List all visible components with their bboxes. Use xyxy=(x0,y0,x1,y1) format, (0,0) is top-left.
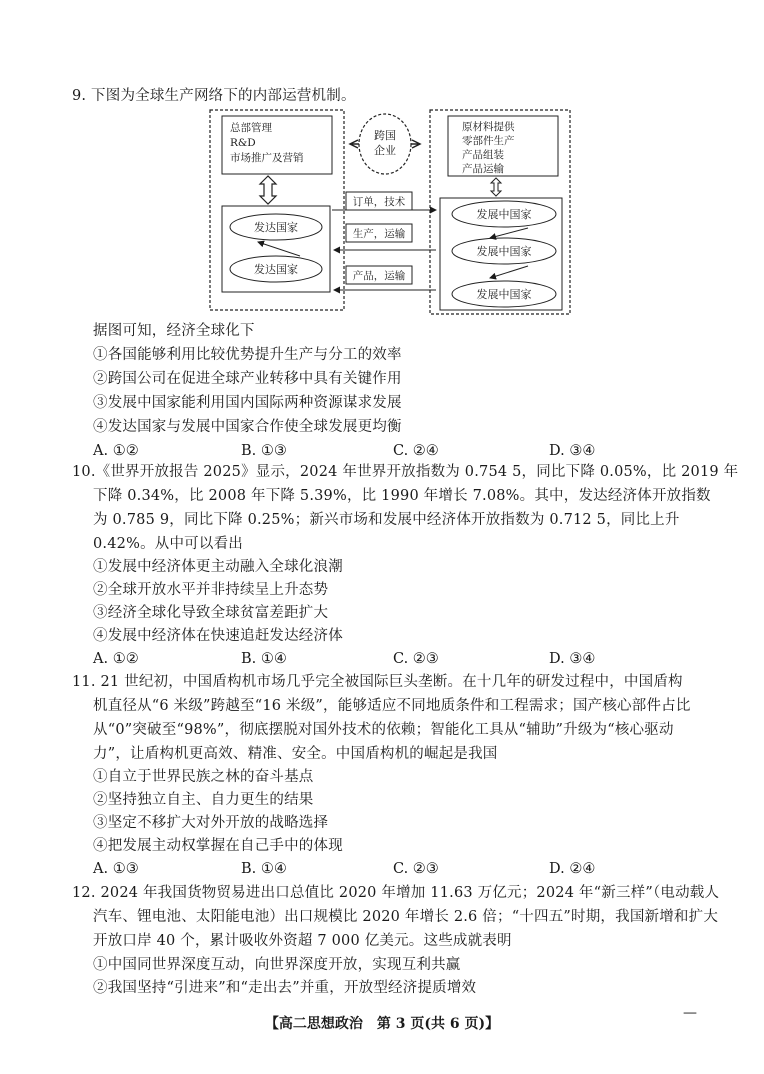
q10-choice-c[interactable]: C. ②③ xyxy=(393,651,439,667)
flow-label-1: 订单，技术 xyxy=(352,196,406,208)
q11-choices xyxy=(93,859,613,879)
q10-choice-d[interactable]: D. ③④ xyxy=(549,651,596,667)
hq-line-3: 市场推广及营销 xyxy=(230,152,304,164)
q11-choice-b[interactable]: B. ①④ xyxy=(241,861,287,877)
developing-label-3: 发展中国家 xyxy=(476,288,532,301)
supply-line-1: 原材料提供 xyxy=(462,121,515,133)
q12-line-1: 12. 2024 年我国货物贸易进出口总值比 2020 年增加 11.63 万亿元；2024 年“新三样”（电动载人 xyxy=(72,885,720,901)
q10-line-1: 10.《世界开放报告 2025》显示，2024 年世界开放指数为 0.754 5，同比下降 0.05%，比 2019 年 xyxy=(72,464,739,480)
q11-choice-a[interactable]: A. ①③ xyxy=(93,861,139,877)
q10-option-2: ②全球开放水平并非持续呈上升态势 xyxy=(93,582,329,598)
q9-option-2: ②跨国公司在促进全球产业转移中具有关键作用 xyxy=(93,371,402,387)
developed-box xyxy=(222,206,330,292)
q9-choice-a[interactable]: A. ①② xyxy=(93,443,139,459)
developing-label-1: 发展中国家 xyxy=(476,208,532,221)
supply-line-3: 产品组装 xyxy=(462,149,504,161)
q9-stem: 9. 下图为全球生产网络下的内部运营机制。 xyxy=(72,88,356,104)
q9-choice-d[interactable]: D. ③④ xyxy=(549,443,596,459)
q10-option-4: ④发展中经济体在快速追赶发达经济体 xyxy=(93,628,343,644)
supply-developing-link xyxy=(491,178,501,196)
q9-option-4: ④发达国家与发展中国家合作使全球发展更均衡 xyxy=(93,419,402,435)
q9-diagram xyxy=(200,106,580,318)
q12-option-2: ②我国坚持“引进来”和“走出去”并重，开放型经济提质增效 xyxy=(93,980,477,996)
page-footer: 【高二思想政治 第 3 页(共 6 页)】 xyxy=(264,1016,500,1032)
q10-line-3: 为 0.785 9，同比下降 0.25%；新兴市场和发展中经济体开放指数为 0.712 5，同比上升 xyxy=(93,512,680,528)
q11-option-4: ④把发展主动权掌握在自己手中的体现 xyxy=(93,838,343,854)
hq-developed-link xyxy=(260,176,276,204)
q10-choice-a[interactable]: A. ①② xyxy=(93,651,139,667)
flow-label-3: 产品，运输 xyxy=(352,270,406,282)
developed-label-1: 发达国家 xyxy=(254,221,298,234)
flow-label-2: 生产，运输 xyxy=(352,228,406,240)
q11-choice-d[interactable]: D. ②④ xyxy=(549,861,596,877)
q12-line-2: 汽车、锂电池、太阳能电池）出口规模比 2020 年增长 2.6 倍；“十四五”时期，我国新增和扩大 xyxy=(93,909,719,925)
q11-option-2: ②坚持独立自主、自力更生的结果 xyxy=(93,792,314,808)
mnc-line-1: 跨国 xyxy=(374,129,396,142)
hq-line-2: R&D xyxy=(230,137,256,149)
supply-line-2: 零部件生产 xyxy=(462,135,515,147)
mnc-right-arrow xyxy=(411,140,420,148)
q9-option-1: ①各国能够利用比较优势提升生产与分工的效率 xyxy=(93,347,402,363)
q12-line-3: 开放口岸 40 个，累计吸收外资超 7 000 亿美元。这些成就表明 xyxy=(93,933,512,949)
mnc-left-arrow xyxy=(350,140,359,148)
developed-label-2: 发达国家 xyxy=(254,263,298,276)
developing-flow-arrow-1 xyxy=(490,228,528,238)
supply-line-4: 产品运输 xyxy=(462,163,504,175)
q11-option-1: ①自立于世界民族之林的奋斗基点 xyxy=(93,769,314,785)
q10-choices xyxy=(93,649,613,669)
q11-choice-c[interactable]: C. ②③ xyxy=(393,861,439,877)
developing-flow-arrow-2 xyxy=(490,266,528,278)
q9-option-3: ③发展中国家能利用国内国际两种资源谋求发展 xyxy=(93,395,402,411)
q11-line-2: 机直径从“6 米级”跨越至“16 米级”，能够适应不同地质条件和工程需求；国产核心部件占比 xyxy=(93,698,691,714)
q9-choice-b[interactable]: B. ①③ xyxy=(241,443,287,459)
q11-line-3: 从“0”突破至“98%”，彻底摆脱对国外技术的依赖；智能化工具从“辅助”升级为“核心驱动 xyxy=(93,722,674,738)
q10-option-3: ③经济全球化导致全球贫富差距扩大 xyxy=(93,605,329,621)
q10-option-1: ①发展中经济体更主动融入全球化浪潮 xyxy=(93,559,343,575)
q10-line-2: 下降 0.34%，比 2008 年下降 5.39%，比 1990 年增长 7.08%。其中，发达经济体开放指数 xyxy=(93,488,711,504)
q11-line-4: 力”，让盾构机更高效、精准、安全。中国盾构机的崛起是我国 xyxy=(93,746,498,762)
q9-choices xyxy=(93,441,613,461)
hq-line-1: 总部管理 xyxy=(230,122,272,134)
q12-option-1: ①中国同世界深度互动，向世界深度开放，实现互利共赢 xyxy=(93,957,461,973)
page-mark: — xyxy=(683,1005,697,1021)
q11-line-1: 11. 21 世纪初，中国盾构机市场几乎完全被国际巨头垄断。在十几年的研发过程中，中国盾构 xyxy=(72,674,683,690)
q9-choice-c[interactable]: C. ②④ xyxy=(393,443,439,459)
q9-lead: 据图可知，经济全球化下 xyxy=(93,323,255,339)
developed-flow-arrow xyxy=(258,242,300,256)
mnc-line-2: 企业 xyxy=(374,144,396,157)
q10-line-4: 0.42%。从中可以看出 xyxy=(93,536,243,552)
developing-label-2: 发展中国家 xyxy=(476,245,532,258)
q11-option-3: ③坚定不移扩大对外开放的战略选择 xyxy=(93,815,329,831)
q10-choice-b[interactable]: B. ①④ xyxy=(241,651,287,667)
